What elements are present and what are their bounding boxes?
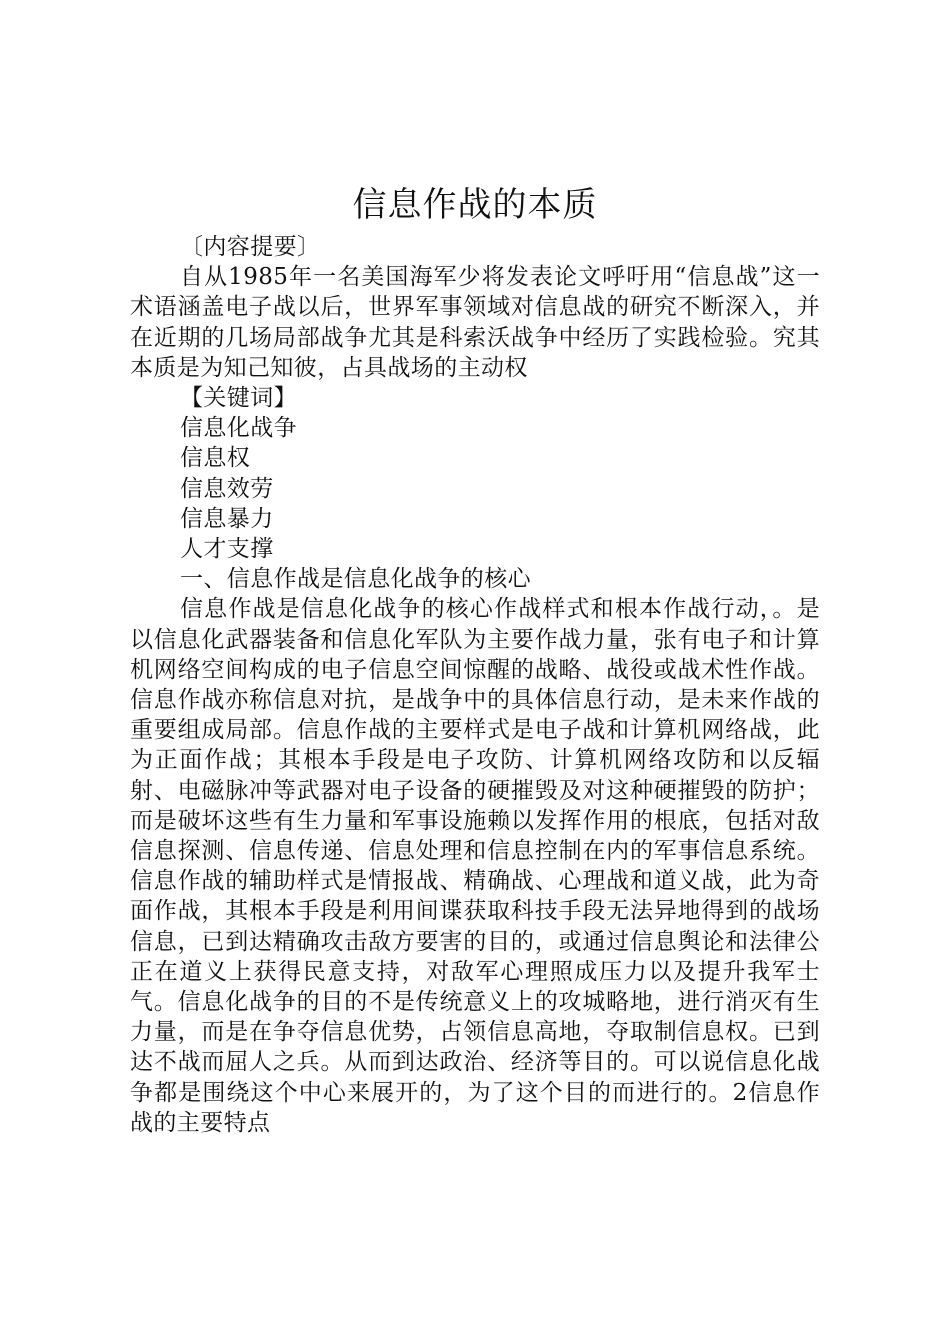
abstract-label: 〔内容提要〕 [180, 234, 321, 260]
keyword-item: 人才支撑 [180, 536, 274, 563]
body-paragraph: 信息作战是信息化战争的核心作战样式和根本作战行动，。是以信息化武器装备和信息化军队为主要作战力量，张有电子和计算机网络空间构成的电子信息空间惊醒的战略、战役或战术性作战。信息作战亦称信息对抗，是战争中的具体信息行动，是未来作战的重要组成局部。信息作战的主要样式是电子战和计算机网络战，此为正面作战；其根本手段是电子攻防、计算机网络攻防和以反辐射、电磁脉冲等武器对电子设备的硬摧毁及对这种硬摧毁的防护；而是破坏这些有生力量和军事设施赖以发挥作用的根底，包括对敌信息探测、信息传递、信息处理和信息控制在内的军事信息系统。信息作战的辅助样式是情报战、精确战、心理战和道义战，此为奇面作战，其根本手段是利用间谍获取科技手段无法异地得到的战场信息，已到达精确攻击敌方要害的目的，或通过信息舆论和法律公正在道义上获得民意支持，对敌军心理照成压力以及提升我军士气。信息化战争的目的不是传统意义上的攻城略地，进行消灭有生力量，而是在争夺信息优势，占领信息高地，夺取制信息权。已到达不战而屈人之兵。从而到达政治、经济等目的。可以说信息化战争都是围绕这个中心来展开的，为了这个目的而进行的。2信息作战的主要特点 [130, 596, 820, 1136]
keyword-item: 信息暴力 [180, 505, 274, 532]
keyword-item: 信息权 [180, 445, 251, 472]
section-heading: 一、信息作战是信息化战争的核心 [180, 566, 531, 593]
keywords-label: 【关键词】 [180, 385, 297, 412]
document-title: 信息作战的本质 [352, 185, 598, 225]
keyword-item: 信息化战争 [180, 415, 297, 442]
abstract-paragraph: 自从1985年一名美国海军少将发表论文呼吁用“信息战”这一术语涵盖电子战以后，世界军事领域对信息战的研究不断深入，并在近期的几场局部战争尤其是科索沃战争中经历了实践检验。究其本质是为知己知彼，占具战场的主动权 [130, 264, 820, 381]
keyword-item: 信息效劳 [180, 475, 274, 502]
document-body [130, 232, 820, 1138]
